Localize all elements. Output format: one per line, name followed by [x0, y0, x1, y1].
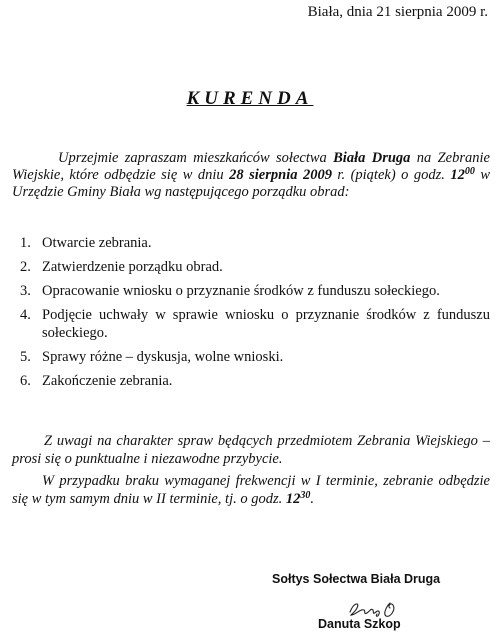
- agenda-number: 6.: [20, 373, 31, 389]
- agenda-number: 5.: [20, 349, 31, 365]
- meeting-minutes: 00: [464, 166, 475, 177]
- agenda-list: [20, 234, 490, 396]
- second-term-hour: [286, 491, 311, 507]
- intro-text-2: na Zebranie Wiejskie, które odbędzie się w dniu: [12, 150, 490, 183]
- document-title: KURENDA: [186, 88, 314, 109]
- meeting-hour: [450, 167, 475, 183]
- agenda-text: Sprawy różne – dyskusja, wolne wnioski.: [42, 349, 284, 365]
- second-term-text-2: .: [310, 491, 314, 507]
- punctuality-note: Z uwagi na charakter spraw będących przedmiotem Zebrania Wiejskiego – prosi się o punktualne i niezawodne przybycie.: [12, 433, 490, 467]
- agenda-text: Zakończenie zebrania.: [42, 373, 173, 389]
- invitation-paragraph: [12, 150, 490, 201]
- date-line: Biała, dnia 21 sierpnia 2009 r.: [307, 4, 488, 20]
- agenda-text: Otwarcie zebrania.: [42, 235, 152, 251]
- agenda-item: [20, 348, 490, 366]
- second-term-note: [12, 472, 490, 508]
- agenda-item: [20, 258, 490, 276]
- signatory-title: Sołtys Sołectwa Biała Druga: [272, 572, 441, 586]
- second-term-minutes: 30: [300, 490, 311, 501]
- agenda-item: [20, 306, 490, 342]
- agenda-item: [20, 372, 490, 390]
- intro-text-4: w Urzędzie Gminy Biała wg następującego porządku obrad:: [12, 167, 491, 200]
- agenda-number: 4.: [20, 307, 31, 323]
- agenda-text: Zatwierdzenie porządku obrad.: [42, 259, 223, 275]
- agenda-number: 1.: [20, 235, 31, 251]
- second-term-hour-value: 12: [285, 491, 301, 507]
- signatory-name: Danuta Szkop: [318, 617, 401, 631]
- village-name: Biała Druga: [333, 150, 411, 166]
- agenda-text: Opracowanie wniosku o przyznanie środków z funduszu sołeckiego.: [42, 283, 440, 299]
- intro-text-3: r. (piątek) o godz.: [331, 167, 451, 183]
- agenda-text: Podjęcie uchwały w sprawie wniosku o przyznanie środków z funduszu sołeckiego.: [42, 307, 490, 341]
- agenda-number: 2.: [20, 259, 31, 275]
- meeting-date: 28 sierpnia 2009: [229, 167, 332, 183]
- meeting-hour-value: 12: [450, 167, 465, 183]
- intro-text-1: Uprzejmie zapraszam mieszkańców sołectwa: [58, 150, 334, 166]
- agenda-number: 3.: [20, 283, 31, 299]
- agenda-item: [20, 234, 490, 252]
- second-term-text-1: W przypadku braku wymaganej frekwencji w I terminie, zebranie odbędzie się w tym samym dniu w II terminie, tj. o godz.: [12, 473, 490, 507]
- agenda-item: [20, 282, 490, 300]
